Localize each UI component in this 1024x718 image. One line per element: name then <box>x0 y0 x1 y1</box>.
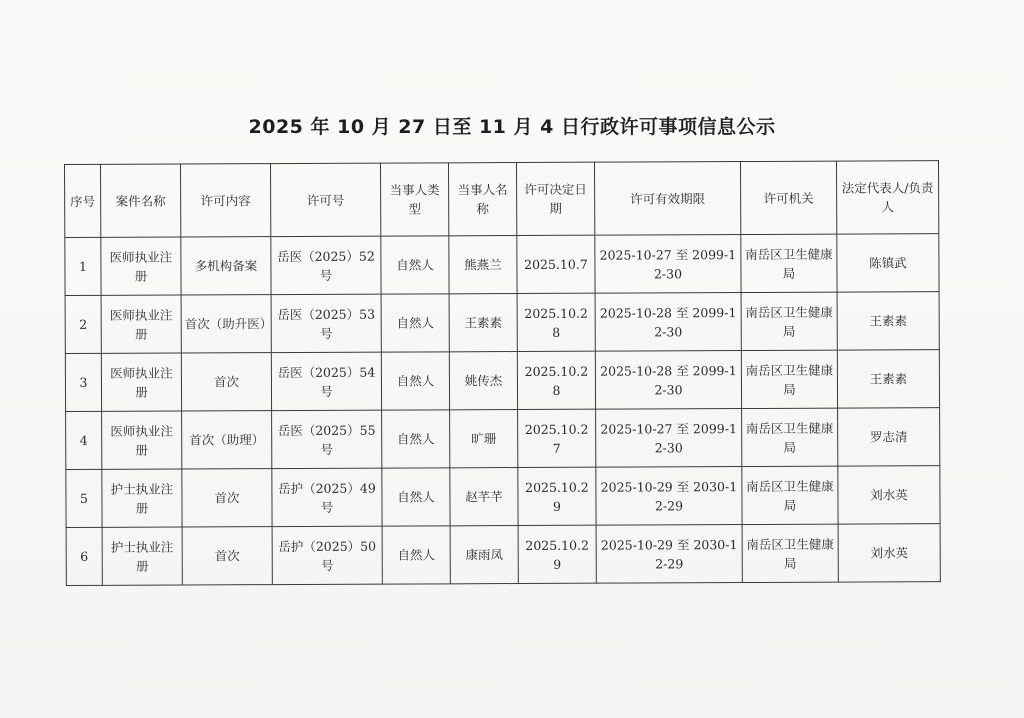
cell-legal-rep: 王素素 <box>837 292 939 350</box>
cell-validity-period: 2025-10-29 至 2030-12-29 <box>596 467 742 526</box>
cell-permit-content: 首次 <box>181 353 271 411</box>
cell-case-name: 医师执业注册 <box>101 295 181 353</box>
cell-party-type: 自然人 <box>382 526 450 584</box>
cell-index: 3 <box>65 353 101 411</box>
cell-permit-number: 岳医（2025）54号 <box>271 352 381 410</box>
cell-case-name: 医师执业注册 <box>101 237 181 295</box>
cell-legal-rep: 罗志清 <box>838 408 940 466</box>
table-row <box>66 408 940 470</box>
table-header-row <box>65 161 939 238</box>
cell-authority: 南岳区卫生健康局 <box>741 350 837 408</box>
cell-party-name: 旷珊 <box>450 410 518 468</box>
cell-permit-number: 岳护（2025）50号 <box>272 526 382 584</box>
cell-case-name: 护士执业注册 <box>102 527 182 585</box>
cell-validity-period: 2025-10-27 至 2099-12-30 <box>596 409 742 468</box>
cell-permit-content: 多机构备案 <box>181 237 271 295</box>
col-header-permit-number: 许可号 <box>271 163 381 236</box>
cell-decision-date: 2025.10.29 <box>518 467 596 525</box>
cell-authority: 南岳区卫生健康局 <box>742 466 838 524</box>
cell-party-name: 赵芊芊 <box>450 468 518 526</box>
col-header-index: 序号 <box>65 164 101 237</box>
cell-authority: 南岳区卫生健康局 <box>741 234 837 292</box>
cell-case-name: 护士执业注册 <box>102 469 182 527</box>
cell-permit-number: 岳医（2025）55号 <box>272 410 382 468</box>
cell-case-name: 医师执业注册 <box>102 411 182 469</box>
cell-index: 5 <box>66 469 102 527</box>
cell-validity-period: 2025-10-28 至 2099-12-30 <box>595 293 741 352</box>
col-header-party-type: 当事人类型 <box>380 163 448 236</box>
col-header-permit-content: 许可内容 <box>181 164 271 237</box>
cell-permit-content: 首次（助升医） <box>181 295 271 353</box>
page-title: 2025 年 10 月 27 日至 11 月 4 日行政许可事项信息公示 <box>248 116 776 138</box>
cell-permit-content: 首次 <box>182 527 272 585</box>
cell-authority: 南岳区卫生健康局 <box>742 408 838 466</box>
col-header-case-name: 案件名称 <box>101 164 181 237</box>
cell-legal-rep: 刘水英 <box>838 466 940 524</box>
cell-legal-rep: 陈镇武 <box>837 234 939 292</box>
cell-index: 1 <box>65 237 101 295</box>
cell-authority: 南岳区卫生健康局 <box>742 524 838 582</box>
table-row <box>66 524 940 586</box>
cell-party-name: 康雨凤 <box>450 526 518 584</box>
cell-party-name: 王素素 <box>449 294 517 352</box>
cell-permit-content: 首次（助理） <box>182 411 272 469</box>
cell-party-type: 自然人 <box>382 410 450 468</box>
table-row <box>65 292 939 354</box>
cell-legal-rep: 刘水英 <box>838 524 940 582</box>
cell-decision-date: 2025.10.29 <box>518 525 596 583</box>
cell-decision-date: 2025.10.28 <box>517 293 595 351</box>
cell-permit-content: 首次 <box>182 469 272 527</box>
col-header-validity-period: 许可有效期限 <box>594 162 740 236</box>
cell-index: 6 <box>66 527 102 585</box>
cell-decision-date: 2025.10.7 <box>517 235 595 293</box>
col-header-party-name: 当事人名称 <box>448 163 516 236</box>
permit-table <box>64 160 941 586</box>
cell-case-name: 医师执业注册 <box>101 353 181 411</box>
cell-authority: 南岳区卫生健康局 <box>741 292 837 350</box>
cell-permit-number: 岳医（2025）52号 <box>271 236 381 294</box>
cell-legal-rep: 王素素 <box>837 350 939 408</box>
cell-party-type: 自然人 <box>381 236 449 294</box>
cell-validity-period: 2025-10-28 至 2099-12-30 <box>595 351 741 410</box>
col-header-decision-date: 许可决定日期 <box>516 162 594 235</box>
cell-index: 2 <box>65 295 101 353</box>
cell-decision-date: 2025.10.27 <box>518 409 596 467</box>
cell-permit-number: 岳护（2025）49号 <box>272 468 382 526</box>
col-header-legal-rep: 法定代表人/负责人 <box>836 161 938 234</box>
cell-party-type: 自然人 <box>381 352 449 410</box>
table-row <box>66 466 940 528</box>
cell-party-name: 姚传杰 <box>449 352 517 410</box>
cell-validity-period: 2025-10-29 至 2030-12-29 <box>596 525 742 584</box>
cell-party-name: 熊燕兰 <box>449 236 517 294</box>
table-row <box>65 350 939 412</box>
table-row <box>65 234 939 296</box>
cell-party-type: 自然人 <box>381 294 449 352</box>
cell-decision-date: 2025.10.28 <box>517 351 595 409</box>
cell-index: 4 <box>66 411 102 469</box>
col-header-authority: 许可机关 <box>740 161 836 234</box>
cell-party-type: 自然人 <box>382 468 450 526</box>
cell-permit-number: 岳医（2025）53号 <box>271 294 381 352</box>
cell-validity-period: 2025-10-27 至 2099-12-30 <box>595 235 741 294</box>
